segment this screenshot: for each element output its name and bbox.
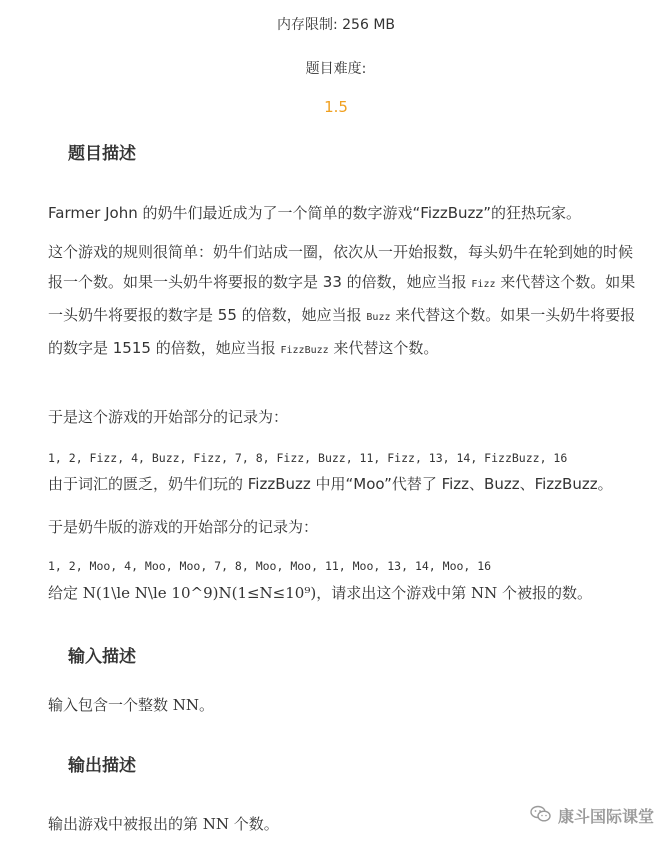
buzz-code: Buzz	[366, 312, 391, 323]
output-math: NN	[202, 815, 230, 833]
description-paragraph-5: 于是奶牛版的游戏的开始部分的记录为：	[48, 518, 319, 536]
fizz-code: Fizz	[471, 279, 496, 290]
sequence-fizzbuzz: 1, 2, Fizz, 4, Buzz, Fizz, 7, 8, Fizz, Buzz, 11, Fizz, 13, 14, FizzBuzz, 16	[48, 451, 568, 465]
output-title: 输出描述	[68, 756, 136, 776]
given-math-2: NN	[471, 584, 498, 602]
description-paragraph-6	[48, 578, 638, 608]
input-text-b: 。	[199, 696, 215, 714]
rules-text-a: 这个游戏的规则很简单：奶牛们站成一圈，依次从一开始报数，每头奶牛在轮到她的时候报一个数。如果一头奶牛将要报的数字是 33 的倍数，她应当报	[48, 243, 634, 291]
sequence-moo: 1, 2, Moo, 4, Moo, Moo, 7, 8, Moo, Moo, 11, Moo, 13, 14, Moo, 16	[48, 559, 492, 573]
description-paragraph-3: 于是这个游戏的开始部分的记录为：	[48, 408, 289, 426]
rules-text-b: 来代替这个数。如果一头奶牛将要报的数字是 55 的倍数，她应当报	[48, 273, 636, 324]
input-title: 输入描述	[68, 647, 136, 667]
description-title: 题目描述	[68, 144, 136, 164]
watermark	[530, 804, 654, 827]
input-text	[48, 690, 638, 720]
output-text-b: 个数。	[229, 815, 279, 833]
given-math: N(1\le N\le 10^9)N(1≤N≤10⁹)	[82, 584, 317, 602]
watermark-text: 康斗国际课堂	[558, 807, 655, 826]
rules-text-c: 来代替这个数。如果一头奶牛将要报的数字是 1515 的倍数，她应当报	[48, 306, 636, 357]
output-text-a: 输出游戏中被报出的第	[48, 815, 203, 833]
description-paragraph-4: 由于词汇的匮乏，奶牛们玩的 FizzBuzz 中用“Moo”代替了 Fizz、Buzz、FizzBuzz。	[48, 475, 613, 493]
description-paragraph-1: Farmer John 的奶牛们最近成为了一个简单的数字游戏“FizzBuzz”的狂热玩家。	[48, 204, 582, 222]
rules-text-d: 来代替这个数。	[328, 339, 439, 357]
description-paragraph-2	[48, 237, 638, 366]
difficulty-label: 题目难度:	[305, 61, 367, 77]
given-text-c: 个被报的数。	[497, 584, 593, 602]
input-text-a: 输入包含一个整数	[48, 696, 173, 714]
memory-limit: 内存限制: 256 MB	[276, 17, 396, 33]
given-text-b: ，请求出这个游戏中第	[316, 584, 471, 602]
fizzbuzz-code: FizzBuzz	[280, 345, 329, 356]
input-math: NN	[172, 696, 200, 714]
wechat-icon	[530, 805, 552, 827]
given-text-a: 给定	[48, 584, 83, 602]
difficulty-value: 1.5	[324, 98, 348, 116]
